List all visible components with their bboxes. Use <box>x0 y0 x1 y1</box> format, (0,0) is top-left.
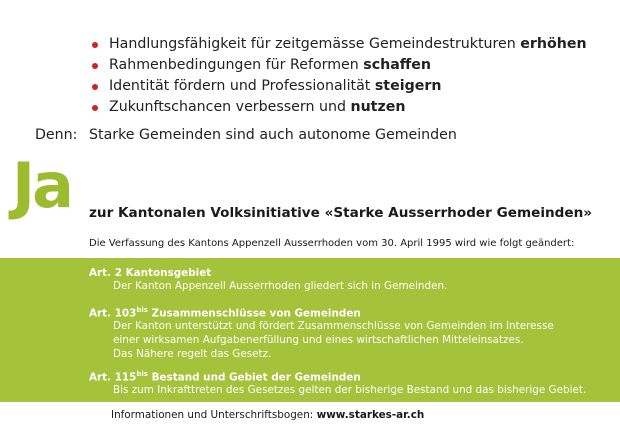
goal-text: Handlungsfähigkeit für zeitgemässe Gemeindestrukturen <box>109 36 521 52</box>
intro-text: Die Verfassung des Kantons Appenzell Ausserrhoden vom 30. April 1995 wird wie folgt geändert: <box>89 238 575 249</box>
article-103bis <box>89 303 554 361</box>
bullet-dot-icon <box>92 105 98 111</box>
article-title: Zusammenschlüsse von Gemeinden <box>151 307 361 320</box>
goal-list <box>92 34 587 118</box>
bullet-dot-icon <box>92 42 98 48</box>
goal-text: Zukunftschancen verbessern und <box>109 99 351 115</box>
goal-text: Rahmenbedingungen für Reformen <box>109 57 364 73</box>
goal-keyword: nutzen <box>350 99 406 115</box>
article-line: einer wirksamen Aufgabenerfüllung und eines wirtschaftlichen Mitteleinsatzes. <box>113 334 524 347</box>
bullet-dot-icon <box>92 63 98 69</box>
article-title: Kantonsgebiet <box>125 267 212 279</box>
article-115bis <box>89 367 586 398</box>
goal-item <box>92 34 587 55</box>
goal-keyword: steigern <box>374 78 442 94</box>
goal-item <box>92 76 587 97</box>
ja-headline: Ja <box>12 149 71 222</box>
article-title: Bestand und Gebiet der Gemeinden <box>151 371 361 384</box>
article-number: Art. 103 <box>89 307 137 320</box>
goal-item <box>92 55 587 76</box>
article-heading <box>89 266 447 280</box>
article-superscript: bis <box>136 306 148 314</box>
denn-statement: Starke Gemeinden sind auch autonome Gemeinden <box>89 127 457 143</box>
website-link[interactable]: www.starkes-ar.ch <box>316 409 425 421</box>
article-line: Der Kanton Appenzell Ausserrhoden gliedert sich in Gemeinden. <box>113 280 448 292</box>
bullet-dot-icon <box>92 84 98 90</box>
goal-keyword: schaffen <box>363 57 432 73</box>
goal-item <box>92 97 587 118</box>
article-line: Der Kanton unterstützt und fördert Zusammenschlüsse von Gemeinden im Interesse <box>113 320 554 333</box>
footer-label: Informationen und Unterschriftsbogen: <box>111 409 317 421</box>
article-heading <box>89 303 554 320</box>
article-number: Art. 115 <box>89 371 137 384</box>
article-line: Das Nähere regelt das Gesetz. <box>113 347 272 360</box>
article-2 <box>89 266 447 294</box>
denn-label: Denn: <box>35 127 78 143</box>
goal-text: Identität fördern und Professionalität <box>109 78 375 94</box>
article-line: Bis zum Inkrafttreten des Gesetzes gelten der bisherige Bestand und das bisherige Gebiet. <box>113 384 587 397</box>
initiative-title: zur Kantonalen Volksinitiative «Starke Ausserrhoder Gemeinden» <box>89 205 593 221</box>
goal-keyword: erhöhen <box>520 36 587 52</box>
article-number: Art. 2 <box>89 267 122 279</box>
article-heading <box>89 367 586 384</box>
footer <box>111 409 424 421</box>
article-superscript: bis <box>136 370 148 378</box>
